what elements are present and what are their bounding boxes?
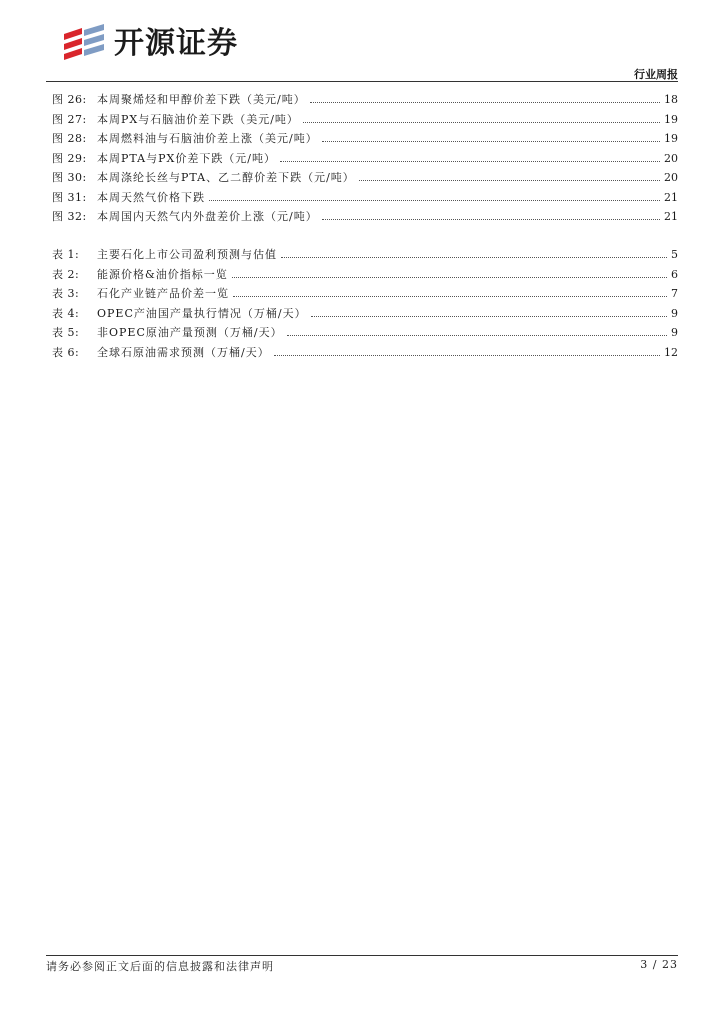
toc-entry-page[interactable]: 9: [671, 326, 678, 339]
dot-leader: [322, 219, 660, 220]
figure-entry[interactable]: [52, 149, 678, 169]
dot-leader: [359, 180, 660, 181]
dot-leader: [233, 296, 667, 297]
toc-entry-page[interactable]: 5: [671, 248, 678, 261]
dot-leader: [274, 355, 660, 356]
toc-entry-label: 图 26:: [52, 93, 87, 106]
toc-entry-title[interactable]: 本周涤纶长丝与PTA、乙二醇价差下跌（元/吨）: [97, 171, 355, 184]
toc-entry-title[interactable]: 本周PX与石脑油价差下跌（美元/吨）: [97, 112, 299, 126]
toc-entry-title[interactable]: 非OPEC原油产量预测（万桶/天）: [97, 326, 283, 339]
toc-entry-label: 表 1:: [52, 248, 80, 261]
toc-entry-page[interactable]: 19: [664, 112, 678, 126]
table-list: [52, 245, 678, 362]
dot-leader: [311, 316, 667, 317]
figure-entry[interactable]: [52, 188, 678, 208]
toc-entry-page[interactable]: 18: [664, 93, 678, 106]
dot-leader: [281, 257, 667, 258]
toc-entry-title[interactable]: 本周燃料油与石脑油价差上涨（美元/吨）: [97, 132, 318, 145]
toc-entry-label: 表 3:: [52, 287, 80, 300]
toc-entry-title[interactable]: 能源价格&油价指标一览: [97, 267, 228, 281]
toc-entry-label: 表 4:: [52, 306, 80, 320]
toc-entry-label: 图 27:: [52, 112, 87, 126]
toc-entry-title[interactable]: 本周国内天然气内外盘差价上涨（元/吨）: [97, 210, 318, 223]
dot-leader: [287, 335, 667, 336]
figure-entry[interactable]: [52, 129, 678, 149]
figure-list: [52, 90, 678, 227]
header-divider: [46, 81, 678, 82]
dot-leader: [209, 200, 660, 201]
toc-entry-page[interactable]: 7: [671, 287, 678, 300]
logo-icon: [62, 22, 106, 66]
page-number: 3 / 23: [640, 958, 678, 971]
figure-entry[interactable]: [52, 110, 678, 130]
dot-leader: [280, 161, 660, 162]
toc-entry-page[interactable]: 20: [664, 171, 678, 184]
figure-entry[interactable]: [52, 168, 678, 188]
toc-entry-label: 图 31:: [52, 190, 87, 204]
footer-divider: [46, 955, 678, 956]
table-entry[interactable]: [52, 245, 678, 265]
figure-entry[interactable]: [52, 90, 678, 110]
disclaimer: 请务必参阅正文后面的信息披露和法律声明: [46, 960, 274, 973]
toc-entry-label: 图 30:: [52, 171, 87, 184]
toc-entry-label: 表 6:: [52, 345, 80, 359]
toc-entry-page[interactable]: 9: [671, 306, 678, 320]
toc-entry-label: 表 5:: [52, 326, 80, 339]
toc-entry-page[interactable]: 21: [664, 210, 678, 223]
toc-entry-title[interactable]: 主要石化上市公司盈利预测与估值: [97, 248, 277, 261]
table-entry[interactable]: [52, 304, 678, 324]
page-header: [0, 0, 724, 80]
table-entry[interactable]: [52, 343, 678, 363]
dot-leader: [303, 122, 660, 123]
toc-entry-title[interactable]: 本周天然气价格下跌: [97, 190, 205, 204]
toc-entry-page[interactable]: 21: [664, 190, 678, 204]
toc-entry-title[interactable]: 全球石原油需求预测（万桶/天）: [97, 345, 270, 359]
brand-name: 开源证券: [114, 26, 238, 61]
toc-entry-label: 图 28:: [52, 132, 87, 145]
dot-leader: [232, 277, 667, 278]
toc-entry-label: 表 2:: [52, 267, 80, 281]
table-entry[interactable]: [52, 323, 678, 343]
figure-entry[interactable]: [52, 207, 678, 227]
toc-entry-page[interactable]: 19: [664, 132, 678, 145]
toc-entry-title[interactable]: 石化产业链产品价差一览: [97, 287, 229, 300]
dot-leader: [310, 102, 660, 103]
toc-entry-title[interactable]: 本周聚烯烃和甲醇价差下跌（美元/吨）: [97, 93, 306, 106]
brand-logo: [62, 22, 272, 66]
toc-entry-label: 图 29:: [52, 151, 87, 165]
table-entry[interactable]: [52, 284, 678, 304]
toc-entry-page[interactable]: 12: [664, 345, 678, 359]
toc-entry-page[interactable]: 20: [664, 151, 678, 165]
toc-entry-page[interactable]: 6: [671, 267, 678, 281]
toc-entry-title[interactable]: OPEC产油国产量执行情况（万桶/天）: [97, 306, 307, 320]
dot-leader: [322, 141, 660, 142]
table-entry[interactable]: [52, 265, 678, 285]
toc-entry-label: 图 32:: [52, 210, 87, 223]
report-type: 行业周报: [634, 68, 678, 81]
toc-entry-title[interactable]: 本周PTA与PX价差下跌（元/吨）: [97, 151, 277, 165]
